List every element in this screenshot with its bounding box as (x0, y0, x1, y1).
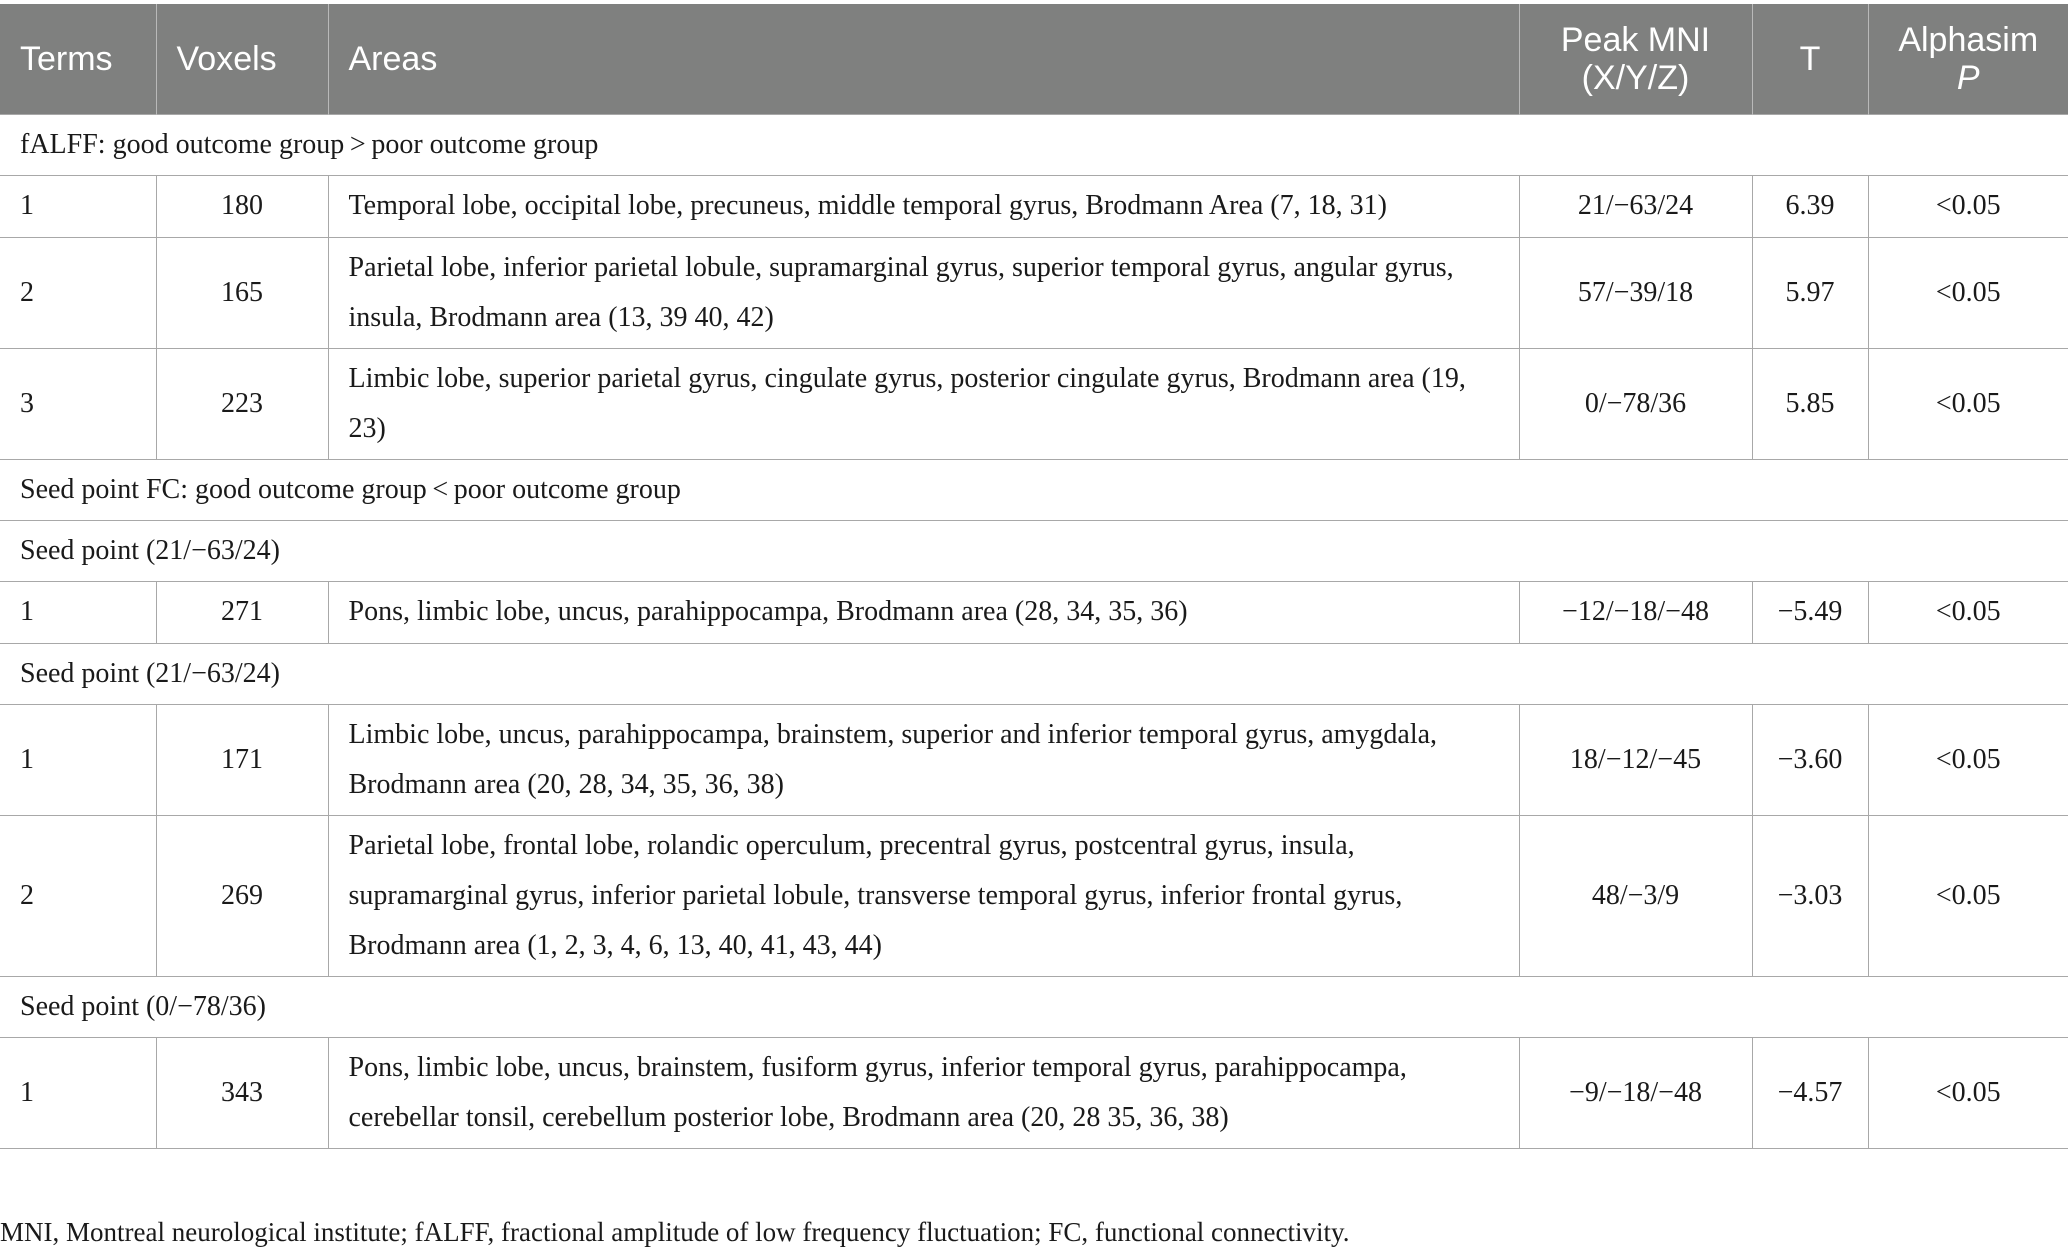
section-row (0, 459, 2068, 520)
cell-voxels: 171 (156, 704, 328, 815)
cell-t: −4.57 (1752, 1037, 1868, 1148)
header-areas: Areas (328, 4, 1519, 114)
section-label: Seed point FC: good outcome group < poor outcome group (0, 459, 2068, 520)
cell-term: 3 (0, 348, 156, 459)
cell-t: 5.97 (1752, 237, 1868, 348)
section-label: fALFF: good outcome group > poor outcome group (0, 114, 2068, 175)
table-header-row (0, 4, 2068, 114)
cell-areas: Temporal lobe, occipital lobe, precuneus, middle temporal gyrus, Brodmann Area (7, 18, 31) (328, 175, 1519, 237)
cell-voxels: 269 (156, 815, 328, 976)
cell-peak: 57/−39/18 (1519, 237, 1752, 348)
cell-peak: −12/−18/−48 (1519, 581, 1752, 643)
section-row (0, 643, 2068, 704)
cell-peak: 48/−3/9 (1519, 815, 1752, 976)
table-row (0, 237, 2068, 348)
cell-term: 1 (0, 1037, 156, 1148)
cell-p: <0.05 (1868, 815, 2068, 976)
cell-t: −5.49 (1752, 581, 1868, 643)
cell-voxels: 165 (156, 237, 328, 348)
cell-p: <0.05 (1868, 1037, 2068, 1148)
section-row (0, 114, 2068, 175)
header-voxels: Voxels (156, 4, 328, 114)
table-row (0, 581, 2068, 643)
header-alphasim (1868, 4, 2068, 114)
cell-voxels: 343 (156, 1037, 328, 1148)
table-row (0, 348, 2068, 459)
section-label: Seed point (0/−78/36) (0, 976, 2068, 1037)
table-row (0, 704, 2068, 815)
cell-p: <0.05 (1868, 704, 2068, 815)
section-label: Seed point (21/−63/24) (0, 643, 2068, 704)
cell-term: 2 (0, 237, 156, 348)
cell-peak: 0/−78/36 (1519, 348, 1752, 459)
table-container (0, 4, 2068, 1149)
cell-p: <0.05 (1868, 348, 2068, 459)
cell-voxels: 180 (156, 175, 328, 237)
cell-peak: 18/−12/−45 (1519, 704, 1752, 815)
table-row (0, 175, 2068, 237)
cell-voxels: 223 (156, 348, 328, 459)
header-terms: Terms (0, 4, 156, 114)
cell-areas: Limbic lobe, superior parietal gyrus, cingulate gyrus, posterior cingulate gyrus, Brodmann area (19, 23) (328, 348, 1519, 459)
cell-t: −3.60 (1752, 704, 1868, 815)
header-peak-mni (1519, 4, 1752, 114)
header-peak-line2: (X/Y/Z) (1581, 58, 1690, 97)
cell-p: <0.05 (1868, 581, 2068, 643)
cell-term: 1 (0, 581, 156, 643)
header-peak-line1: Peak MNI (1560, 20, 1711, 59)
cell-areas: Limbic lobe, uncus, parahippocampa, brainstem, superior and inferior temporal gyrus, amygdala, Brodmann area (20, 28, 34, 35, 36, 38) (328, 704, 1519, 815)
cell-areas: Parietal lobe, frontal lobe, rolandic operculum, precentral gyrus, postcentral gyrus, insula, supramarginal gyrus, inferior parietal lobule, transverse temporal gyrus, inferior frontal gyrus, Brodmann area (1, 2, 3, 4, 6, 13, 40, 41, 43, 44) (328, 815, 1519, 976)
cell-term: 1 (0, 175, 156, 237)
cell-t: −3.03 (1752, 815, 1868, 976)
section-row (0, 976, 2068, 1037)
cell-peak: −9/−18/−48 (1519, 1037, 1752, 1148)
cell-voxels: 271 (156, 581, 328, 643)
table-row (0, 815, 2068, 976)
cell-areas: Pons, limbic lobe, uncus, brainstem, fusiform gyrus, inferior temporal gyrus, parahippocampa, cerebellar tonsil, cerebellum posterior lobe, Brodmann area (20, 28 35, 36, 38) (328, 1037, 1519, 1148)
cell-p: <0.05 (1868, 237, 2068, 348)
cell-term: 2 (0, 815, 156, 976)
header-t: T (1752, 4, 1868, 114)
header-alpha-line1: Alphasim (1898, 20, 2039, 59)
cell-term: 1 (0, 704, 156, 815)
cell-t: 6.39 (1752, 175, 1868, 237)
section-row (0, 520, 2068, 581)
table-row (0, 1037, 2068, 1148)
results-table (0, 4, 2068, 1149)
cell-p: <0.05 (1868, 175, 2068, 237)
cell-peak: 21/−63/24 (1519, 175, 1752, 237)
section-label: Seed point (21/−63/24) (0, 520, 2068, 581)
header-alpha-line2: P (1956, 58, 1980, 97)
cell-areas: Parietal lobe, inferior parietal lobule, supramarginal gyrus, superior temporal gyrus, angular gyrus, insula, Brodmann area (13, 39 40, 42) (328, 237, 1519, 348)
cell-t: 5.85 (1752, 348, 1868, 459)
cell-areas: Pons, limbic lobe, uncus, parahippocampa, Brodmann area (28, 34, 35, 36) (328, 581, 1519, 643)
table-footnote: MNI, Montreal neurological institute; fALFF, fractional amplitude of low frequency fluctuation; FC, functional connectivity. (0, 1217, 1350, 1247)
